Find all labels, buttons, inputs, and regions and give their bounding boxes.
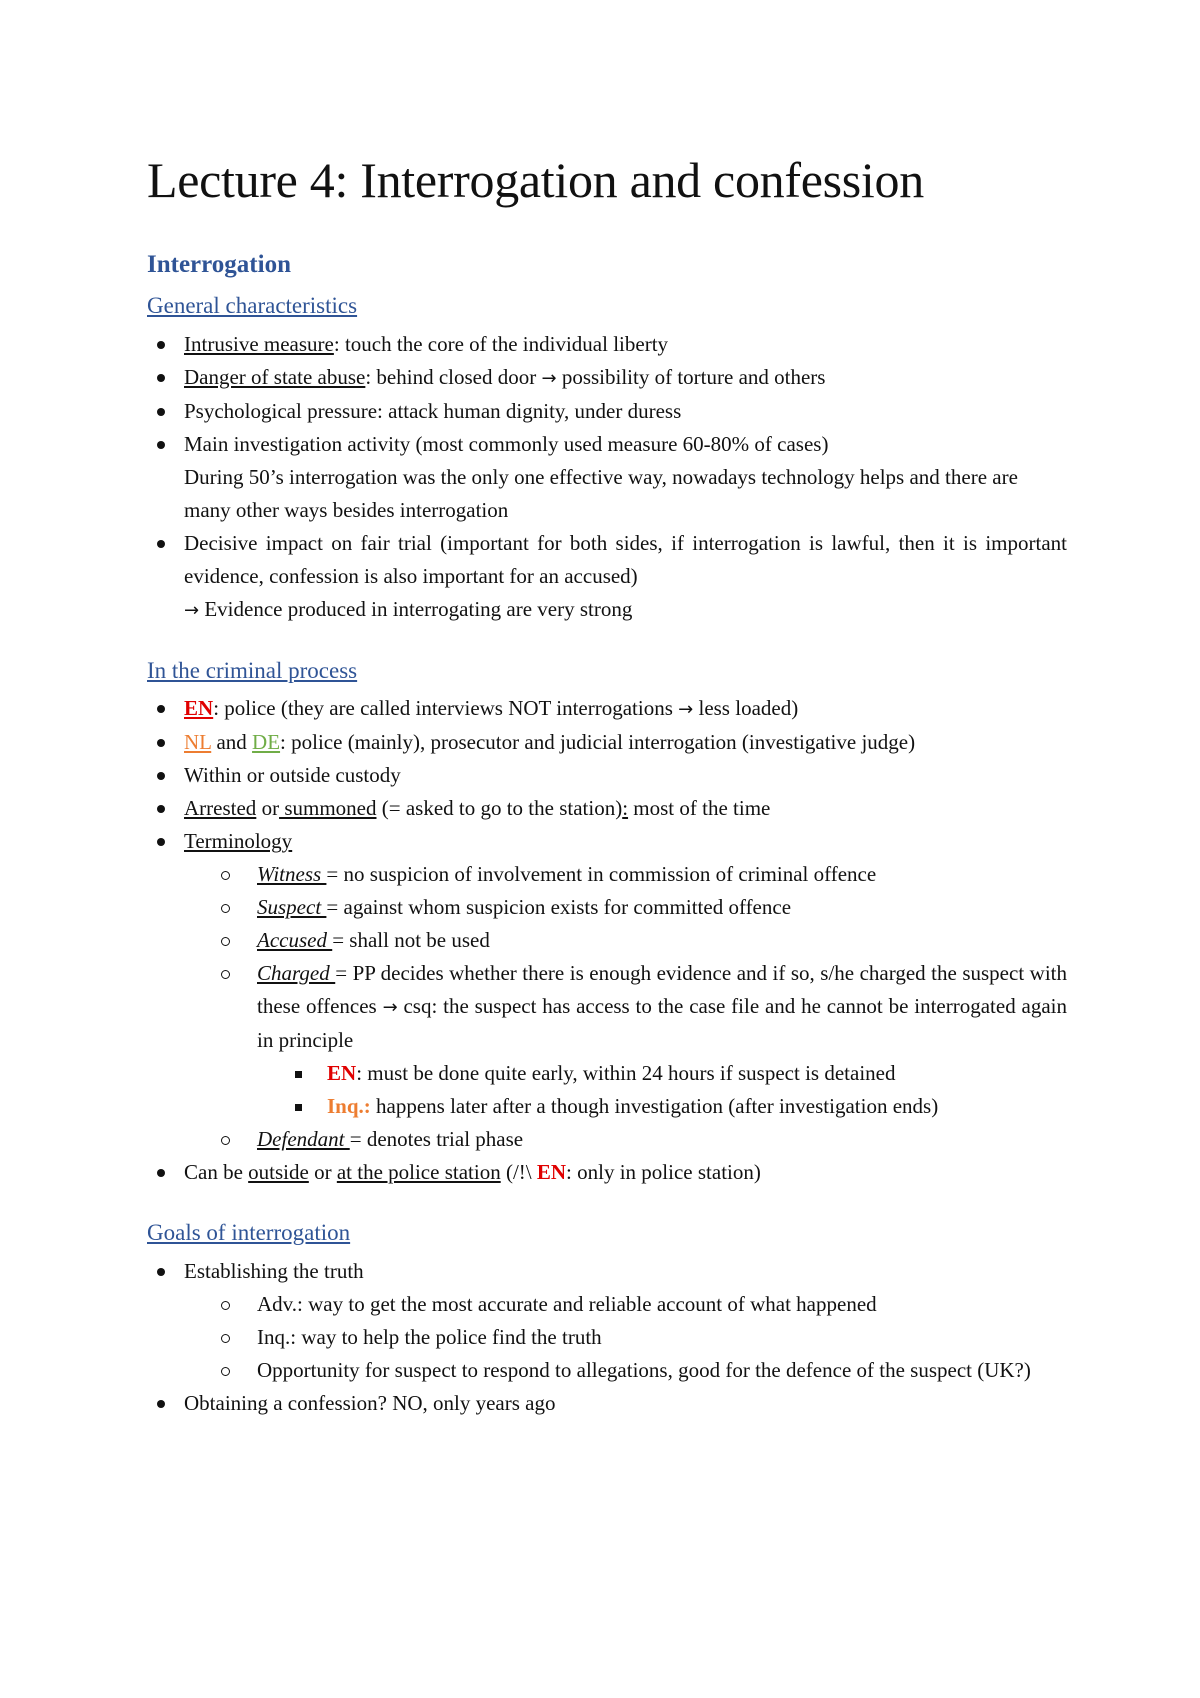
list-item: Psychological pressure: attack human dignity, under duress — [147, 395, 1067, 428]
arrow-icon: → — [678, 699, 694, 721]
general-characteristics-list — [147, 328, 1067, 627]
list-item: Danger of state abuse: behind closed door → possibility of torture and others — [147, 361, 1067, 395]
list-item: Decisive impact on fair trial (important for both sides, if interrogation is lawful, then it is important evidence, confession is also important for an accused) → Evidence produced in interrogating are very strong — [147, 527, 1067, 627]
list-item: Can be outside or at the police station (/!\ EN: only in police station) — [147, 1156, 1067, 1189]
arrow-icon: → — [184, 599, 200, 621]
list-item: Within or outside custody — [147, 759, 1067, 792]
list-item: Accused = shall not be used — [221, 924, 1067, 957]
list-item: Adv.: way to get the most accurate and reliable account of what happened — [221, 1288, 1067, 1321]
list-item: Terminology Witness = no suspicion of involvement in commission of criminal offence Suspect = against whom suspicion exists for committed offence Accused = shall not be used Charged = PP decides whether there is enough evidence and if so, s/he charged the suspect with these offences → csq: the suspect has access to the case file and he cannot be interrogated again in principle EN: must be done quite early, within 24 hours if suspect is detained Inq.: happens later after a though investigation (after investigation ends) Defendant = denotes trial phase — [147, 825, 1067, 1156]
subheading-general-characteristics: General characteristics — [147, 293, 358, 318]
section-heading-interrogation: Interrogation — [147, 251, 291, 278]
charged-sub-list — [257, 1057, 1067, 1123]
list-item: EN: police (they are called interviews NOT interrogations → less loaded) — [147, 692, 1067, 726]
arrow-icon: → — [541, 367, 557, 389]
subheading-criminal-process: In the criminal process — [147, 657, 358, 683]
page-title: Lecture 4: Interrogation and confession — [147, 152, 924, 208]
list-item: Witness = no suspicion of involvement in commission of criminal offence — [221, 858, 1067, 891]
subheading-goals: Goals of interrogation — [147, 1220, 351, 1246]
list-item: Charged = PP decides whether there is enough evidence and if so, s/he charged the suspect with these offences → csq: the suspect has access to the case file and he cannot be interrogated again in principle EN: must be done quite early, within 24 hours if suspect is detained Inq.: happens later after a though investigation (after investigation ends) — [221, 957, 1067, 1123]
list-item: Opportunity for suspect to respond to allegations, good for the defence of the suspect (UK?) — [221, 1354, 1067, 1387]
list-item: Establishing the truth Adv.: way to get the most accurate and reliable account of what happened Inq.: way to help the police find the truth Opportunity for suspect to respond to allegations, good for the defence of the suspect (UK?) — [147, 1255, 1067, 1387]
list-item: Intrusive measure: touch the core of the individual liberty — [147, 328, 1067, 361]
arrow-icon: → — [382, 997, 398, 1019]
list-item: Defendant = denotes trial phase — [221, 1123, 1067, 1156]
list-item: NL and DE: police (mainly), prosecutor and judicial interrogation (investigative judge) — [147, 726, 1067, 759]
list-item: Inq.: way to help the police find the truth — [221, 1321, 1067, 1354]
goals-list — [147, 1255, 1067, 1420]
list-item: Suspect = against whom suspicion exists for committed offence — [221, 891, 1067, 924]
goals-sub-list — [184, 1288, 1067, 1387]
list-item: EN: must be done quite early, within 24 hours if suspect is detained — [295, 1057, 1067, 1090]
criminal-process-list — [147, 692, 1067, 1189]
document-content — [147, 150, 1067, 1420]
list-item: Arrested or summoned (= asked to go to the station): most of the time — [147, 792, 1067, 825]
list-item: Inq.: happens later after a though investigation (after investigation ends) — [295, 1090, 1067, 1123]
terminology-list — [184, 858, 1067, 1156]
list-item: Obtaining a confession? NO, only years ago — [147, 1387, 1067, 1420]
list-item: Main investigation activity (most commonly used measure 60-80% of cases) During 50’s interrogation was the only one effective way, nowadays technology helps and there are many other ways besides interrogation — [147, 428, 1067, 527]
